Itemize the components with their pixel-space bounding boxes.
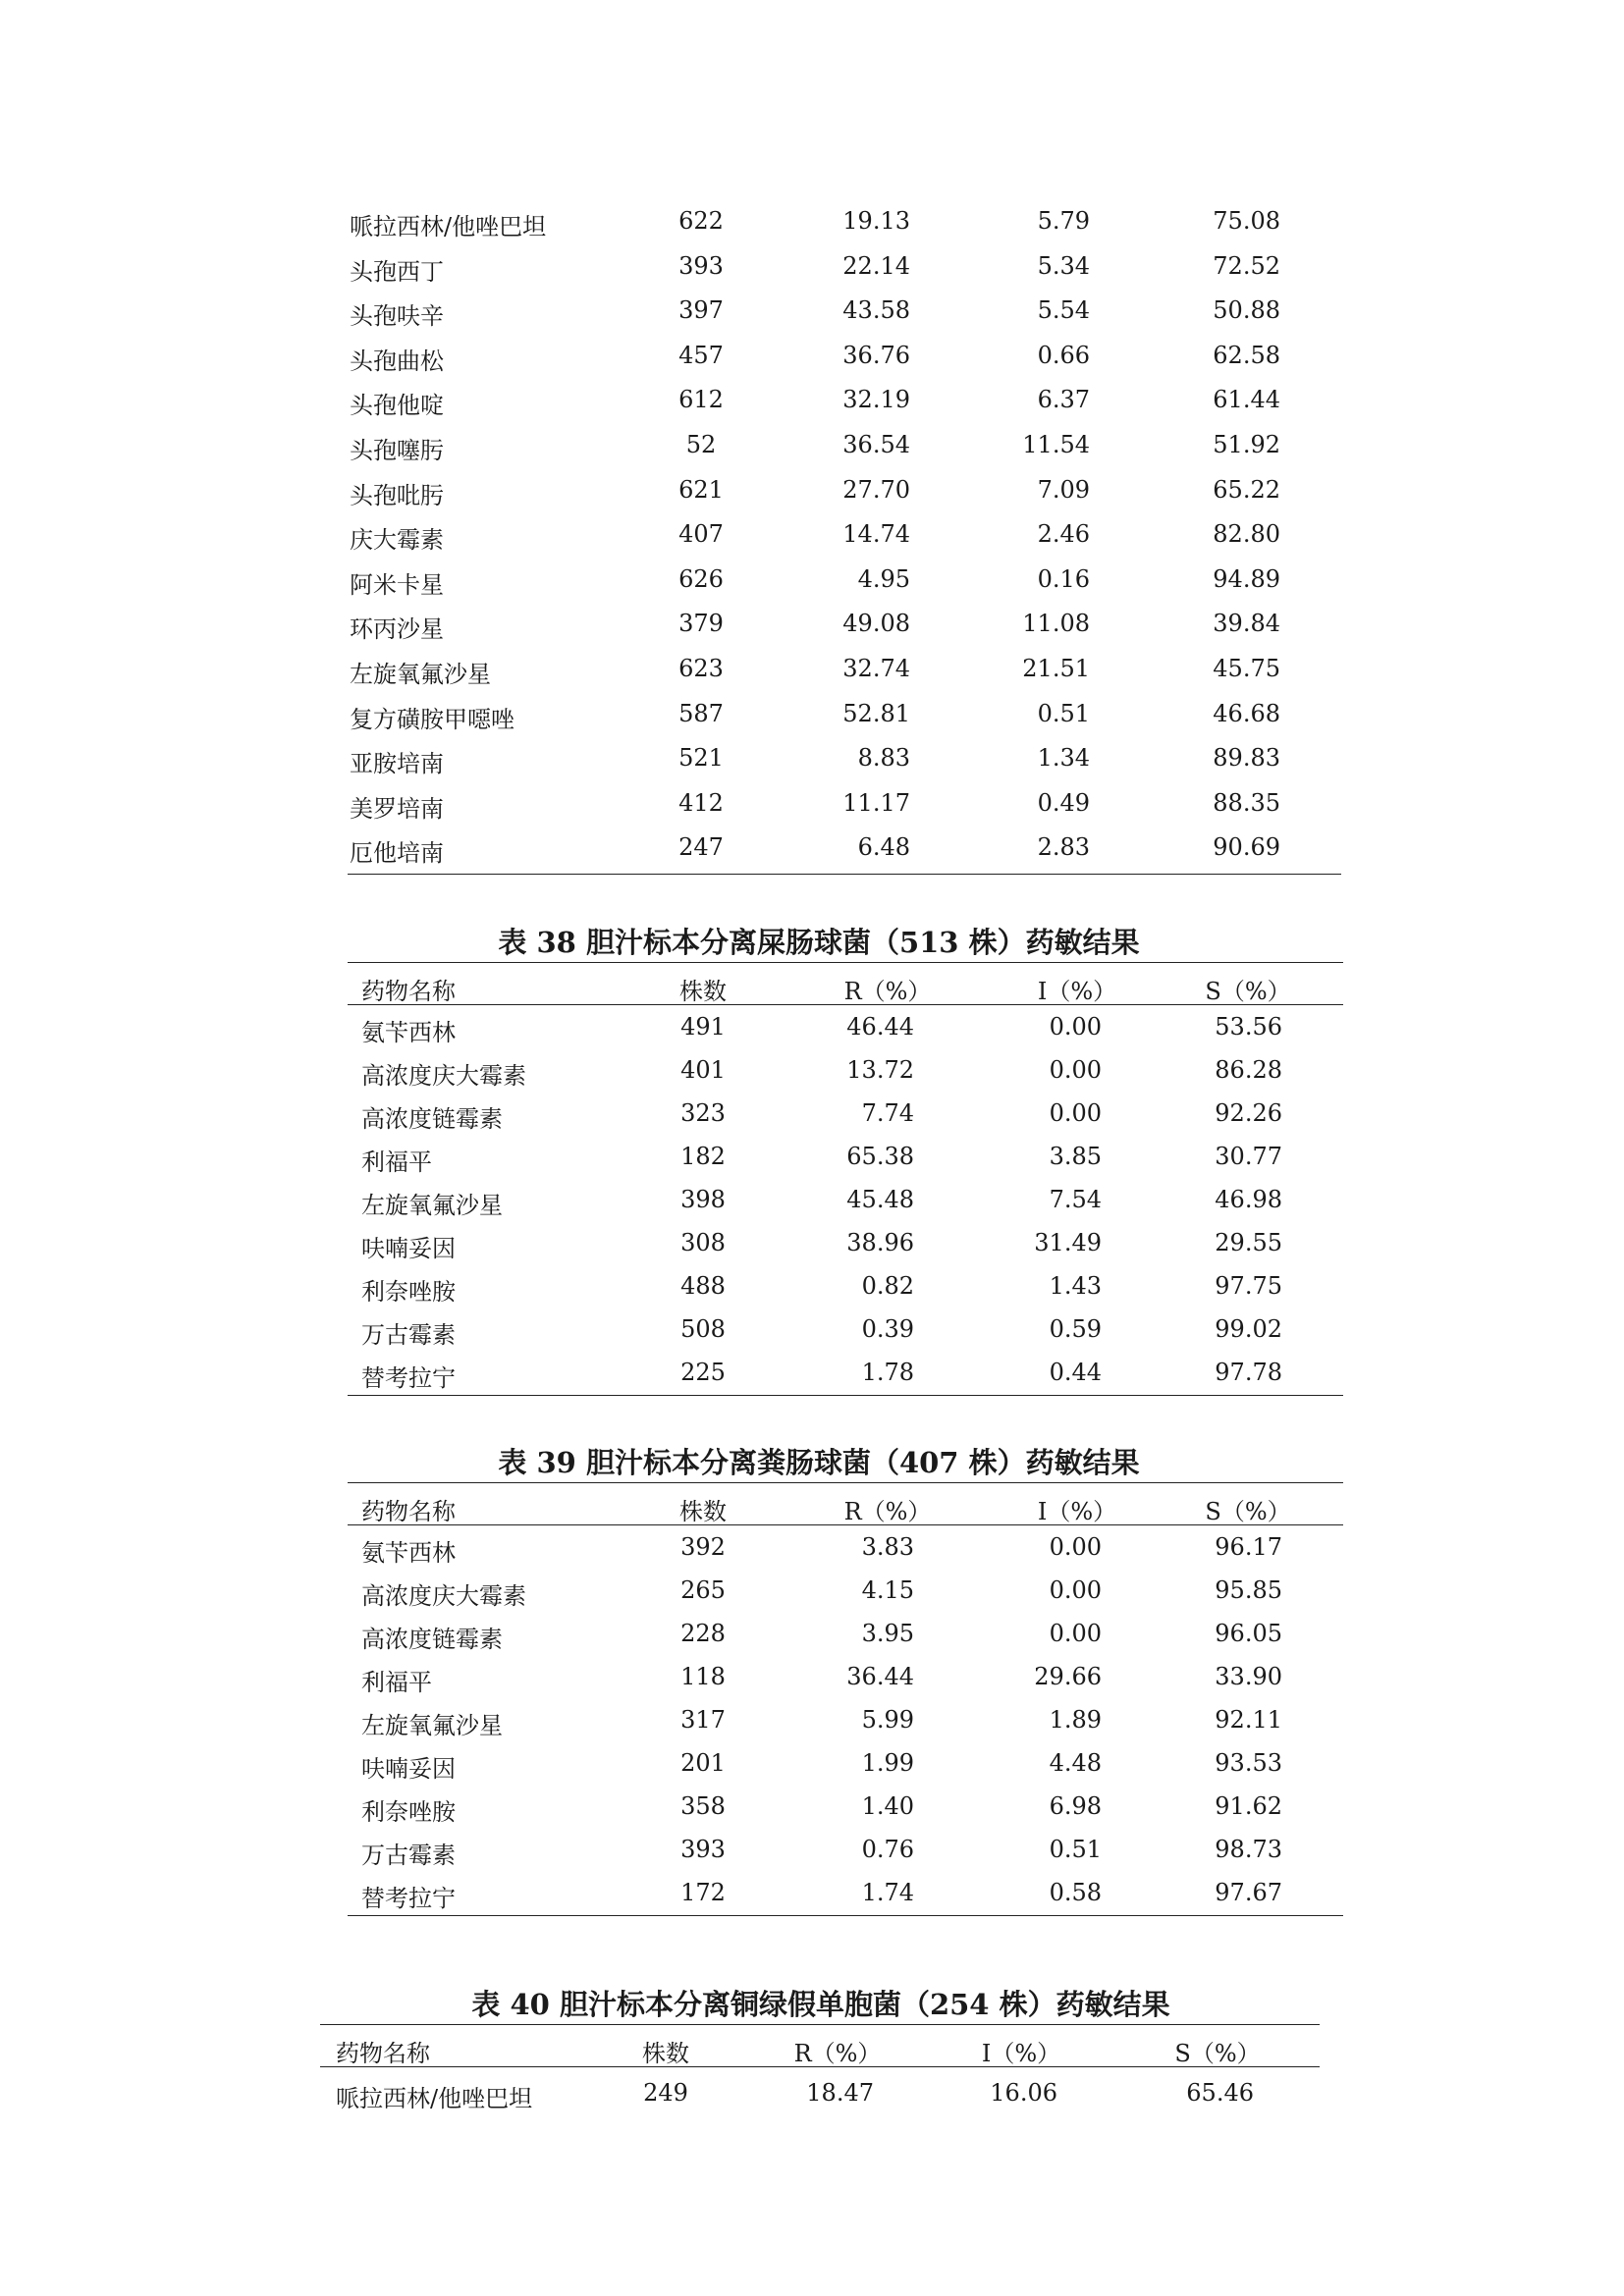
header-count: 株数 — [642, 2040, 689, 2067]
count-cell: 491 — [680, 1013, 726, 1041]
r-percent-cell: 3.83 — [861, 1533, 914, 1561]
count-cell: 393 — [678, 251, 724, 280]
drug-name-cell: 左旋氧氟沙星 — [361, 1192, 503, 1219]
table-row — [0, 1136, 1624, 1179]
table39-bottom-rule — [348, 1915, 1343, 1916]
drug-name-cell: 呋喃妥因 — [361, 1235, 456, 1262]
table-row — [0, 245, 1624, 291]
i-percent-cell: 11.08 — [1022, 610, 1090, 638]
table39-header-rule — [348, 1524, 1343, 1525]
drug-name-cell: 利福平 — [361, 1148, 432, 1176]
i-percent-cell: 7.54 — [1049, 1186, 1102, 1213]
header-i: I（%） — [1037, 978, 1117, 1005]
drug-name-cell: 哌拉西林/他唑巴坦 — [350, 213, 547, 240]
drug-name-cell: 头孢噻肟 — [350, 436, 444, 464]
count-cell: 323 — [680, 1099, 726, 1127]
table-row — [0, 1872, 1624, 1915]
i-percent-cell: 0.49 — [1037, 788, 1090, 817]
header-i: I（%） — [1037, 1498, 1117, 1525]
table-row — [0, 2072, 1624, 2115]
header-drug-name: 药物名称 — [361, 978, 456, 1005]
table-row — [0, 1265, 1624, 1308]
s-percent-cell: 51.92 — [1213, 430, 1280, 458]
table-row — [0, 290, 1624, 335]
s-percent-cell: 65.46 — [1186, 2079, 1254, 2107]
drug-name-cell: 利福平 — [361, 1669, 432, 1696]
table-row — [0, 513, 1624, 559]
table-row — [0, 1699, 1624, 1742]
drug-name-cell: 替考拉宁 — [361, 1885, 456, 1912]
drug-name-cell: 高浓度链霉素 — [361, 1626, 503, 1653]
s-percent-cell: 94.89 — [1213, 564, 1280, 593]
s-percent-cell: 97.75 — [1215, 1272, 1282, 1300]
drug-name-cell: 环丙沙星 — [350, 615, 444, 644]
table39-top-rule — [348, 1482, 1343, 1483]
table-row — [0, 1049, 1624, 1093]
table-row — [0, 1656, 1624, 1699]
i-percent-cell: 0.59 — [1049, 1315, 1102, 1343]
drug-name-cell: 头孢吡肟 — [350, 481, 444, 509]
i-percent-cell: 7.09 — [1037, 475, 1090, 504]
table-row — [0, 424, 1624, 469]
s-percent-cell: 72.52 — [1213, 251, 1280, 280]
table38-header — [0, 966, 1624, 1005]
i-percent-cell: 1.89 — [1049, 1706, 1102, 1734]
drug-name-cell: 利奈唑胺 — [361, 1278, 456, 1306]
table-row — [0, 827, 1624, 872]
s-percent-cell: 99.02 — [1215, 1315, 1282, 1343]
table-row — [0, 469, 1624, 514]
s-percent-cell: 92.11 — [1215, 1706, 1282, 1734]
table-row — [0, 1179, 1624, 1222]
i-percent-cell: 1.43 — [1049, 1272, 1102, 1300]
table40-caption: 表 40 胆汁标本分离铜绿假单胞菌（254 株）药敏结果 — [471, 1988, 1170, 2021]
count-cell: 225 — [680, 1359, 726, 1386]
i-percent-cell: 31.49 — [1034, 1229, 1102, 1256]
count-cell: 626 — [678, 564, 724, 593]
count-cell: 622 — [678, 207, 724, 235]
r-percent-cell: 1.74 — [861, 1879, 914, 1906]
count-cell: 397 — [678, 296, 724, 325]
s-percent-cell: 61.44 — [1213, 386, 1280, 414]
r-percent-cell: 49.08 — [842, 610, 910, 638]
drug-name-cell: 哌拉西林/他唑巴坦 — [336, 2085, 533, 2112]
s-percent-cell: 93.53 — [1215, 1749, 1282, 1777]
drug-name-cell: 高浓度链霉素 — [361, 1105, 503, 1133]
i-percent-cell: 0.00 — [1049, 1533, 1102, 1561]
table-row — [0, 1308, 1624, 1352]
i-percent-cell: 29.66 — [1034, 1663, 1102, 1690]
count-cell: 623 — [678, 654, 724, 682]
s-percent-cell: 95.85 — [1215, 1576, 1282, 1604]
r-percent-cell: 18.47 — [806, 2079, 874, 2107]
r-percent-cell: 7.74 — [861, 1099, 914, 1127]
i-percent-cell: 11.54 — [1022, 430, 1090, 458]
table-row — [0, 1006, 1624, 1049]
s-percent-cell: 45.75 — [1213, 654, 1280, 682]
table38-header-rule — [348, 1004, 1343, 1005]
table-header-row — [0, 1486, 1624, 1525]
drug-name-cell: 呋喃妥因 — [361, 1755, 456, 1783]
s-percent-cell: 82.80 — [1213, 520, 1280, 549]
drug-name-cell: 庆大霉素 — [350, 526, 444, 555]
count-cell: 392 — [680, 1533, 726, 1561]
count-cell: 587 — [678, 699, 724, 727]
count-cell: 488 — [680, 1272, 726, 1300]
s-percent-cell: 39.84 — [1213, 610, 1280, 638]
drug-name-cell: 复方磺胺甲噁唑 — [350, 705, 514, 733]
r-percent-cell: 4.95 — [857, 564, 910, 593]
table-row — [0, 1613, 1624, 1656]
table-row — [0, 1829, 1624, 1872]
i-percent-cell: 21.51 — [1022, 654, 1090, 682]
table40-header — [0, 2028, 1624, 2067]
r-percent-cell: 43.58 — [842, 296, 910, 325]
table-row — [0, 559, 1624, 604]
s-percent-cell: 75.08 — [1213, 207, 1280, 235]
drug-name-cell: 万古霉素 — [361, 1842, 456, 1869]
r-percent-cell: 5.99 — [861, 1706, 914, 1734]
i-percent-cell: 0.00 — [1049, 1099, 1102, 1127]
r-percent-cell: 36.76 — [842, 341, 910, 369]
i-percent-cell: 1.34 — [1037, 744, 1090, 773]
header-r: R（%） — [843, 1498, 932, 1525]
table-row — [0, 782, 1624, 828]
count-cell: 201 — [680, 1749, 726, 1777]
table-header-row — [0, 966, 1624, 1005]
table39-caption: 表 39 胆汁标本分离粪肠球菌（407 株）药敏结果 — [498, 1446, 1140, 1479]
s-percent-cell: 65.22 — [1213, 475, 1280, 504]
table-row — [0, 335, 1624, 380]
drug-name-cell: 左旋氧氟沙星 — [350, 660, 491, 688]
count-cell: 172 — [680, 1879, 726, 1906]
count-cell: 308 — [680, 1229, 726, 1256]
i-percent-cell: 2.46 — [1037, 520, 1090, 549]
table37-bottom-rule — [348, 874, 1341, 875]
drug-name-cell: 亚胺培南 — [350, 750, 444, 778]
i-percent-cell: 0.58 — [1049, 1879, 1102, 1906]
i-percent-cell: 0.51 — [1049, 1836, 1102, 1863]
count-cell: 521 — [678, 744, 724, 773]
s-percent-cell: 97.67 — [1215, 1879, 1282, 1906]
s-percent-cell: 62.58 — [1213, 341, 1280, 369]
i-percent-cell: 5.34 — [1037, 251, 1090, 280]
r-percent-cell: 46.44 — [846, 1013, 914, 1041]
table-header-row — [0, 2028, 1624, 2067]
count-cell: 118 — [680, 1663, 726, 1690]
count-cell: 182 — [680, 1143, 726, 1170]
s-percent-cell: 96.05 — [1215, 1620, 1282, 1647]
header-s: S（%） — [1205, 1498, 1291, 1525]
r-percent-cell: 0.82 — [861, 1272, 914, 1300]
table-row — [0, 1093, 1624, 1136]
r-percent-cell: 1.40 — [861, 1792, 914, 1820]
table-row — [0, 693, 1624, 738]
r-percent-cell: 0.76 — [861, 1836, 914, 1863]
r-percent-cell: 52.81 — [842, 699, 910, 727]
table38-top-rule — [348, 962, 1343, 963]
s-percent-cell: 86.28 — [1215, 1056, 1282, 1084]
i-percent-cell: 0.44 — [1049, 1359, 1102, 1386]
count-cell: 317 — [680, 1706, 726, 1734]
i-percent-cell: 0.00 — [1049, 1576, 1102, 1604]
count-cell: 612 — [678, 386, 724, 414]
count-cell: 457 — [678, 341, 724, 369]
s-percent-cell: 98.73 — [1215, 1836, 1282, 1863]
table-row — [0, 1526, 1624, 1570]
header-drug-name: 药物名称 — [361, 1498, 456, 1525]
i-percent-cell: 5.54 — [1037, 296, 1090, 325]
drug-name-cell: 万古霉素 — [361, 1321, 456, 1349]
i-percent-cell: 0.00 — [1049, 1056, 1102, 1084]
i-percent-cell: 5.79 — [1037, 207, 1090, 235]
s-percent-cell: 30.77 — [1215, 1143, 1282, 1170]
count-cell: 249 — [643, 2079, 688, 2107]
s-percent-cell: 96.17 — [1215, 1533, 1282, 1561]
drug-name-cell: 氨苄西林 — [361, 1539, 456, 1567]
count-cell: 52 — [685, 430, 717, 458]
r-percent-cell: 0.39 — [861, 1315, 914, 1343]
header-count: 株数 — [679, 978, 727, 1005]
table-row — [0, 737, 1624, 782]
r-percent-cell: 3.95 — [861, 1620, 914, 1647]
drug-name-cell: 头孢他啶 — [350, 392, 444, 420]
table-row — [0, 1742, 1624, 1786]
i-percent-cell: 4.48 — [1049, 1749, 1102, 1777]
drug-name-cell: 阿米卡星 — [350, 570, 444, 599]
count-cell: 265 — [680, 1576, 726, 1604]
count-cell: 247 — [678, 833, 724, 862]
s-percent-cell: 33.90 — [1215, 1663, 1282, 1690]
table39-header — [0, 1486, 1624, 1525]
s-percent-cell: 46.68 — [1213, 699, 1280, 727]
r-percent-cell: 8.83 — [857, 744, 910, 773]
table38-caption: 表 38 胆汁标本分离屎肠球菌（513 株）药敏结果 — [498, 926, 1140, 959]
s-percent-cell: 92.26 — [1215, 1099, 1282, 1127]
drug-name-cell: 美罗培南 — [350, 794, 444, 823]
table-row — [0, 603, 1624, 648]
table38-bottom-rule — [348, 1395, 1343, 1396]
table40-top-rule — [320, 2024, 1320, 2025]
count-cell: 228 — [680, 1620, 726, 1647]
table-row — [0, 379, 1624, 424]
r-percent-cell: 14.74 — [842, 520, 910, 549]
r-percent-cell: 6.48 — [857, 833, 910, 862]
s-percent-cell: 46.98 — [1215, 1186, 1282, 1213]
drug-name-cell: 高浓度庆大霉素 — [361, 1062, 526, 1090]
r-percent-cell: 1.99 — [861, 1749, 914, 1777]
table-row — [0, 1570, 1624, 1613]
drug-name-cell: 利奈唑胺 — [361, 1798, 456, 1826]
table37-continued — [0, 200, 1624, 872]
drug-name-cell: 头孢西丁 — [350, 257, 444, 286]
count-cell: 379 — [678, 610, 724, 638]
i-percent-cell: 0.16 — [1037, 564, 1090, 593]
drug-name-cell: 左旋氧氟沙星 — [361, 1712, 503, 1739]
r-percent-cell: 65.38 — [846, 1143, 914, 1170]
i-percent-cell: 0.00 — [1049, 1013, 1102, 1041]
header-s: S（%） — [1205, 978, 1291, 1005]
r-percent-cell: 32.19 — [842, 386, 910, 414]
count-cell: 508 — [680, 1315, 726, 1343]
s-percent-cell: 90.69 — [1213, 833, 1280, 862]
drug-name-cell: 氨苄西林 — [361, 1019, 456, 1046]
drug-name-cell: 头孢呋辛 — [350, 302, 444, 331]
count-cell: 398 — [680, 1186, 726, 1213]
count-cell: 412 — [678, 788, 724, 817]
table-row — [0, 1352, 1624, 1395]
header-count: 株数 — [679, 1498, 727, 1525]
i-percent-cell: 0.00 — [1049, 1620, 1102, 1647]
r-percent-cell: 36.54 — [842, 430, 910, 458]
r-percent-cell: 36.44 — [846, 1663, 914, 1690]
i-percent-cell: 0.66 — [1037, 341, 1090, 369]
s-percent-cell: 89.83 — [1213, 744, 1280, 773]
header-drug-name: 药物名称 — [336, 2040, 430, 2067]
drug-name-cell: 高浓度庆大霉素 — [361, 1582, 526, 1610]
i-percent-cell: 6.37 — [1037, 386, 1090, 414]
count-cell: 407 — [678, 520, 724, 549]
table39-body — [0, 1526, 1624, 1915]
count-cell: 621 — [678, 475, 724, 504]
header-r: R（%） — [843, 978, 932, 1005]
r-percent-cell: 45.48 — [846, 1186, 914, 1213]
s-percent-cell: 50.88 — [1213, 296, 1280, 325]
table-row — [0, 648, 1624, 693]
s-percent-cell: 29.55 — [1215, 1229, 1282, 1256]
count-cell: 401 — [680, 1056, 726, 1084]
count-cell: 393 — [680, 1836, 726, 1863]
header-i: I（%） — [981, 2040, 1061, 2067]
r-percent-cell: 4.15 — [861, 1576, 914, 1604]
r-percent-cell: 22.14 — [842, 251, 910, 280]
i-percent-cell: 0.51 — [1037, 699, 1090, 727]
table40-header-rule — [320, 2066, 1320, 2067]
s-percent-cell: 53.56 — [1215, 1013, 1282, 1041]
r-percent-cell: 27.70 — [842, 475, 910, 504]
r-percent-cell: 19.13 — [842, 207, 910, 235]
i-percent-cell: 16.06 — [990, 2079, 1057, 2107]
header-r: R（%） — [793, 2040, 882, 2067]
table40-body — [0, 2072, 1624, 2115]
r-percent-cell: 11.17 — [842, 788, 910, 817]
s-percent-cell: 88.35 — [1213, 788, 1280, 817]
drug-name-cell: 替考拉宁 — [361, 1364, 456, 1392]
s-percent-cell: 91.62 — [1215, 1792, 1282, 1820]
table-row — [0, 1786, 1624, 1829]
count-cell: 358 — [680, 1792, 726, 1820]
i-percent-cell: 2.83 — [1037, 833, 1090, 862]
i-percent-cell: 3.85 — [1049, 1143, 1102, 1170]
header-s: S（%） — [1174, 2040, 1261, 2067]
table38-body — [0, 1006, 1624, 1395]
i-percent-cell: 6.98 — [1049, 1792, 1102, 1820]
table-row — [0, 200, 1624, 245]
table-row — [0, 1222, 1624, 1265]
drug-name-cell: 厄他培南 — [350, 839, 444, 868]
r-percent-cell: 38.96 — [846, 1229, 914, 1256]
drug-name-cell: 头孢曲松 — [350, 347, 444, 375]
r-percent-cell: 32.74 — [842, 654, 910, 682]
r-percent-cell: 13.72 — [846, 1056, 914, 1084]
s-percent-cell: 97.78 — [1215, 1359, 1282, 1386]
r-percent-cell: 1.78 — [861, 1359, 914, 1386]
